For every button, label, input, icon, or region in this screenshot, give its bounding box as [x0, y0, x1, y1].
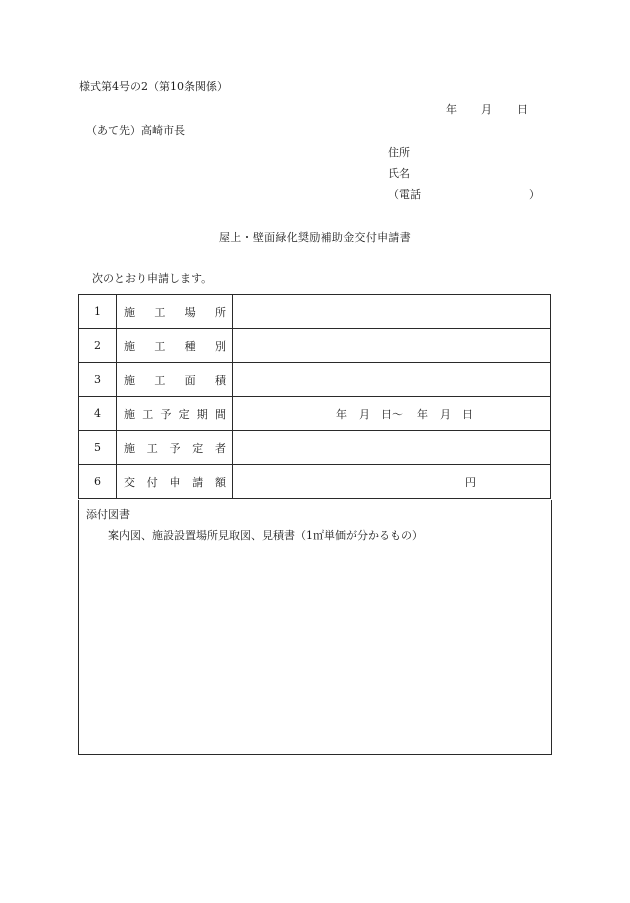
submission-date: [446, 103, 528, 117]
construction-area-label: 施 工 面 積: [117, 363, 233, 397]
applicant-address-label: 住所: [388, 146, 410, 159]
phone-open: （電話: [388, 188, 421, 201]
attachments-section: [78, 500, 552, 755]
planned-contractor-value[interactable]: [233, 431, 551, 465]
row-number: 2: [79, 329, 117, 363]
row-number: 1: [79, 295, 117, 329]
table-row: [79, 295, 551, 329]
row-number: 3: [79, 363, 117, 397]
date-month-label: 月: [481, 103, 492, 116]
table-row: [79, 363, 551, 397]
construction-period-value[interactable]: [233, 397, 551, 431]
addressee: （あて先）高崎市長: [86, 124, 185, 137]
construction-period-label: 施 工 予 定 期 間: [117, 397, 233, 431]
requested-amount-value[interactable]: [233, 465, 551, 499]
table-row: [79, 465, 551, 499]
construction-location-value[interactable]: [233, 295, 551, 329]
row-number: 4: [79, 397, 117, 431]
row-number: 6: [79, 465, 117, 499]
applicant-name-label: 氏名: [388, 167, 410, 180]
intro-text: 次のとおり申請します。: [92, 272, 213, 285]
period-date-range: 年 月 日〜 年 月 日: [336, 407, 473, 421]
requested-amount-label: 交 付 申 請 額: [117, 465, 233, 499]
construction-location-label: 施 工 場 所: [117, 295, 233, 329]
table-row: [79, 397, 551, 431]
construction-type-value[interactable]: [233, 329, 551, 363]
planned-contractor-label: 施 工 予 定 者: [117, 431, 233, 465]
form-number: 様式第4号の2（第10条関係）: [79, 80, 228, 93]
applicant-phone-label: [388, 188, 540, 202]
attachments-list: 案内図、施設設置場所見取図、見積書（1㎡単価が分かるもの）: [108, 529, 423, 542]
phone-close: ）: [529, 188, 540, 201]
yen-unit: 円: [465, 475, 476, 489]
document-title: 屋上・壁面緑化奨励補助金交付申請書: [218, 231, 412, 244]
table-row: [79, 431, 551, 465]
date-year-label: 年: [446, 103, 457, 116]
construction-type-label: 施 工 種 別: [117, 329, 233, 363]
table-row: [79, 329, 551, 363]
construction-area-value[interactable]: [233, 363, 551, 397]
attachments-heading: 添付図書: [86, 508, 130, 521]
application-table: [78, 294, 551, 499]
row-number: 5: [79, 431, 117, 465]
date-day-label: 日: [517, 103, 528, 116]
